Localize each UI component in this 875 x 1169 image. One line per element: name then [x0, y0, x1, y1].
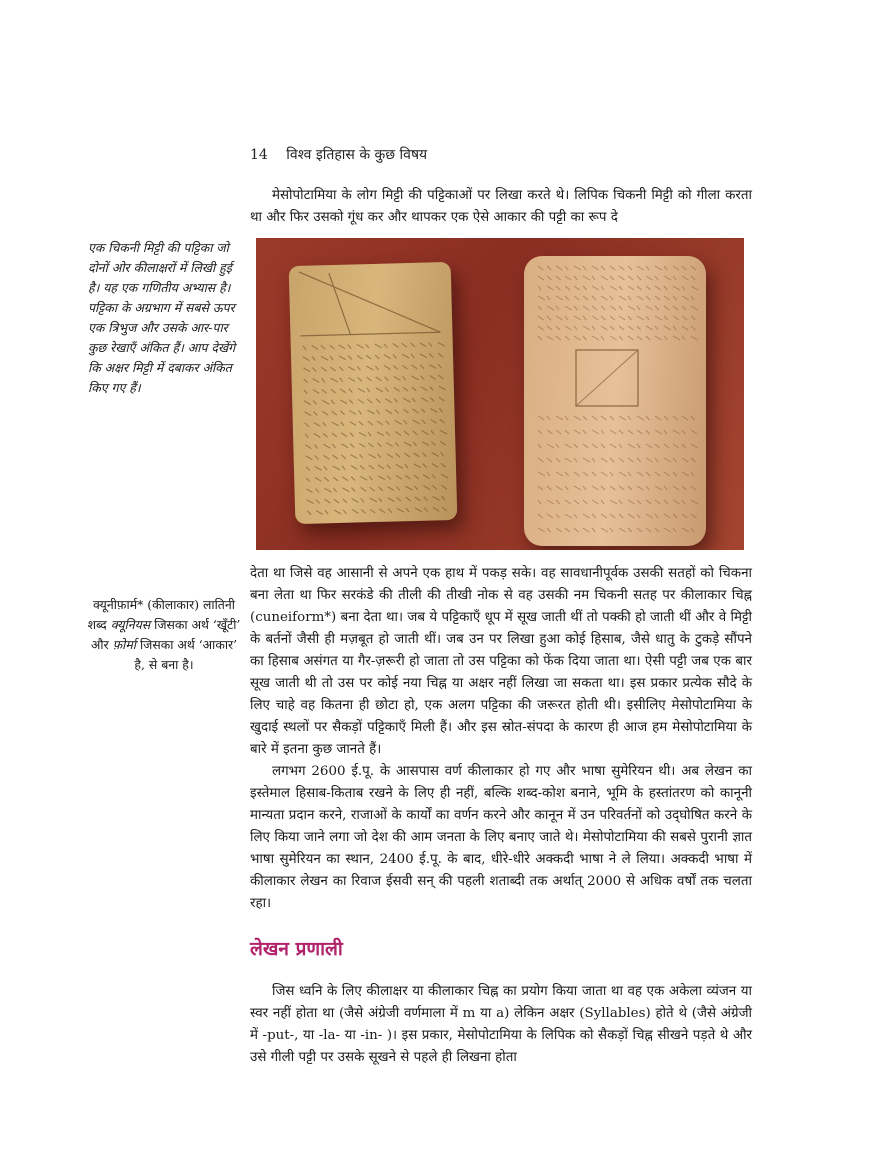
glossary-part-3: जिसका अर्थ ‘आकार’ है, से बना है। — [134, 637, 238, 672]
tablet-left — [289, 262, 458, 524]
glossary-part-2: जिसका अर्थ ‘खूँटी’ और — [90, 617, 241, 652]
running-header — [250, 145, 427, 164]
running-title: विश्व इतिहास के कुछ विषय — [286, 147, 428, 163]
paragraph-cuneiform-history: लगभग 2600 ई.पू. के आसपास वर्ण कीलाकार हो गए और भाषा सुमेरियन थी। अब लेखन का इस्तेमाल हिसाब-किताब रखने के लिए ही नहीं, बल्कि शब्द-कोश बनाने, भूमि के हस्तांतरण को कानूनी मान्यता प्रदान करने, राजाओं के कार्यों का वर्णन करने और कानून में उन परिवर्तनों को उद्‌घोषित करने के लिए किया जाने लगा जो देश की आम जनता के लिए बनाए जाते थे। मेसोपोटामिया की सबसे पुरानी ज्ञात भाषा सुमेरियन का स्थान, 2400 ई.पू. के बाद, धीरे-धीरे अक्कदी भाषा ने ले लिया। अक्कदी भाषा में कीलाकार लेखन का रिवाज ईसवी सन्‌ की पहली शताब्दी तक अर्थात्‌ 2000 से अधिक वर्षों तक चलता रहा। — [250, 764, 752, 911]
page-number: 14 — [250, 147, 268, 163]
cuneiform-marks-right — [524, 256, 706, 546]
paragraph-intro: मेसोपोटामिया के लोग मिट्टी की पट्टिकाओं पर लिखा करते थे। लिपिक चिकनी मिट्टी को गीला करता था और फिर उसको गूंध कर और थापकर एक ऐसे आकार की पट्टी का रूप दे — [250, 188, 752, 225]
glossary-part-1: क्यूनीफ़ार्म* (कीलाकार) लातिनी शब्द — [87, 597, 235, 632]
glossary-latin-word: क्यूनियस — [110, 617, 151, 632]
paragraph-tablets-text: देता था जिसे वह आसानी से अपने एक हाथ में पकड़ सके। वह सावधानीपूर्वक उसकी सतहों को चिकना बना लेता था फिर सरकंडे की तीली की तीखी नोक से वह उसकी नम चिकनी सतह पर कीलाकार चिह्न (cuneiform*) बना देता था। जब ये पट्टिकाएँ धूप में सूख जाती थीं तो पक्की हो जाती थीं और वे मिट्टी के बर्तनों जैसी ही मज़बूत हो जाती थीं। जब उन पर लिखा हुआ कोई हिसाब, जैसे धातु के टुकड़े सौंपने का हिसाब असंगत या गैर-ज़रूरी हो जाता तो उस पट्टिका को फेंक दिया जाता था। ऐसी पट्टी जब एक बार सूख जाती थी तो उस पर कोई नया चिह्न या अक्षर नहीं लिखा जा सकता था। इस प्रकार प्रत्येक सौदे के लिए चाहे वह कितना ही छोटा हो, एक अलग पट्टिका की जरूरत होती थी। इसीलिए मेसोपोटामिया के खुदाई स्थलों पर सैकड़ों पट्टिकाएँ मिली हैं। और इस स्रोत-संपदा के कारण ही आज हम मेसोपोटामिया के बारे में इतना कुछ जानते हैं। — [250, 566, 752, 757]
glossary-latin-word-2: फ़ोर्मा — [112, 637, 137, 652]
cuneiform-marks-left — [289, 262, 458, 524]
tablet-right — [524, 256, 706, 546]
paragraph-writing-system: जिस ध्वनि के लिए कीलाक्षर या कीलाकार चिह्न का प्रयोग किया जाता था वह एक अकेला व्यंजन या स्वर नहीं होता था (जैसे अंग्रेजी वर्णमाला में m या a) लेकिन अक्षर (Syllables) होते थे (जैसे अंग्रेजी में -put-, या -la- या -in- )। इस प्रकार, मेसोपोटामिया के लिपिक को सैकड़ों चिह्न सीखने पड़ते थे और उसे गीली पट्टी पर उसके सूखने से पहले ही लिखना होता — [250, 984, 752, 1065]
paragraph-tablets — [250, 563, 752, 915]
image-caption: एक चिकनी मिट्टी की पट्टिका जो दोनों ओर कीलाक्षरों में लिखी हुई है। यह एक गणितीय अभ्यास है। पट्टिका के अग्रभाग में सबसे ऊपर एक त्रिभुज और उसके आर-पार कुछ रेखाएँ अंकित हैं। आप देखेंगे कि अक्षर मिट्टी में दबाकर अंकित किए गए हैं। — [88, 240, 236, 395]
section-heading: लेखन प्रणाली — [250, 938, 343, 960]
clay-tablets-photo — [256, 238, 744, 550]
cuneiform-glossary-note — [86, 595, 242, 675]
